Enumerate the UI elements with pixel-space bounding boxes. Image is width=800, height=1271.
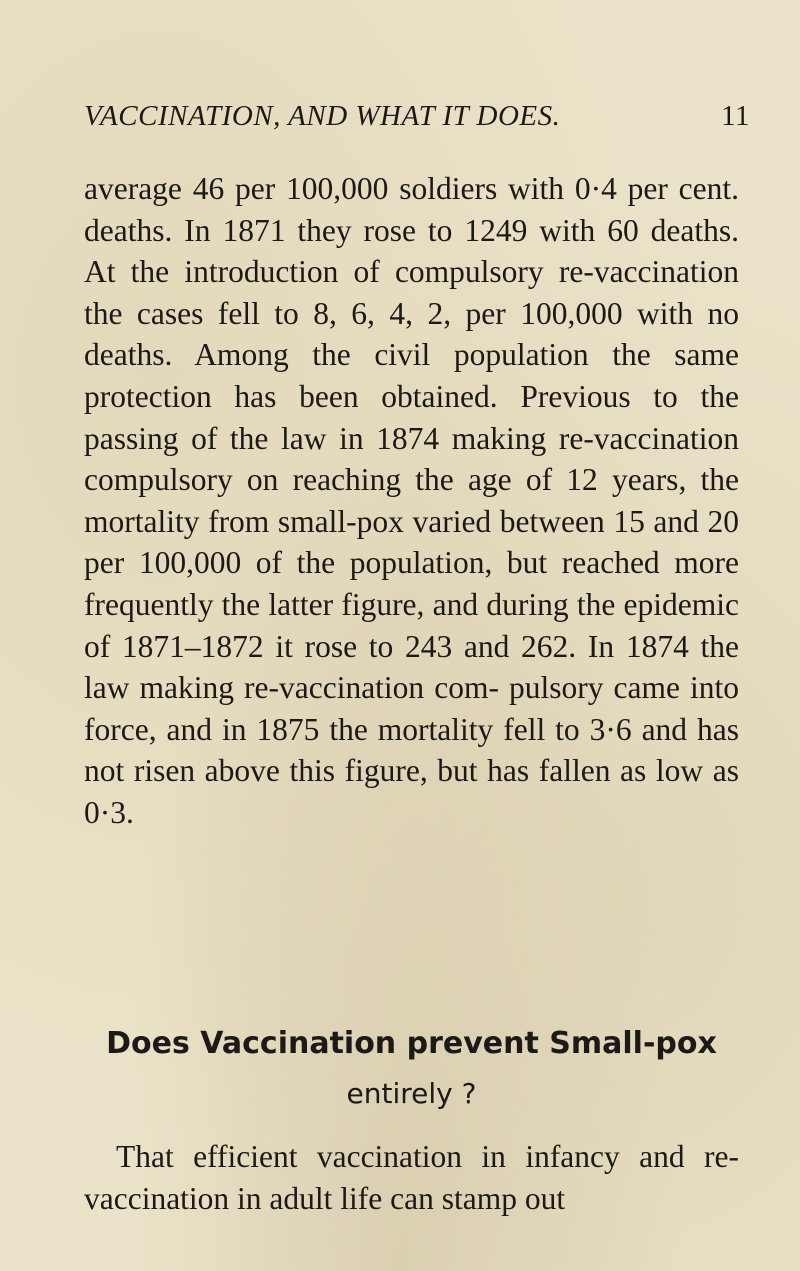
section-paragraph: That efficient vaccination in infancy and re-vaccination in adult life can stamp out — [84, 1139, 739, 1216]
section-heading: Does Vaccination prevent Small-pox — [106, 1026, 717, 1061]
section-heading-continuation: entirely ? — [346, 1077, 477, 1110]
page-number: 11 — [721, 100, 750, 132]
body-paragraph: average 46 per 100,000 soldiers with 0·4 per cent. deaths. In 1871 they rose to 1249 with 60 deaths. At the introduction of compulsory re-vaccination the cases fell to 8, 6, 4, 2, per 100,000 with no deaths. Among the civil population the same protection has been obtained. Previous to the passing of the law in 1874 making re-vaccination compulsory on reaching the age of 12 years, the mortality from small-pox varied between 15 and 20 per 100,000 of the population, but reached more frequently the latter figure, and during the epidemic of 1871–1872 it rose to 243 and 262. In 1874 the law making re-vaccination com- pulsory came into force, and in 1875 the mortality fell to 3·6 and has not risen above this figure, but has fallen as low as 0·3. — [84, 171, 739, 830]
running-head-title: VACCINATION, AND WHAT IT DOES. — [84, 100, 561, 132]
running-head — [84, 100, 750, 140]
